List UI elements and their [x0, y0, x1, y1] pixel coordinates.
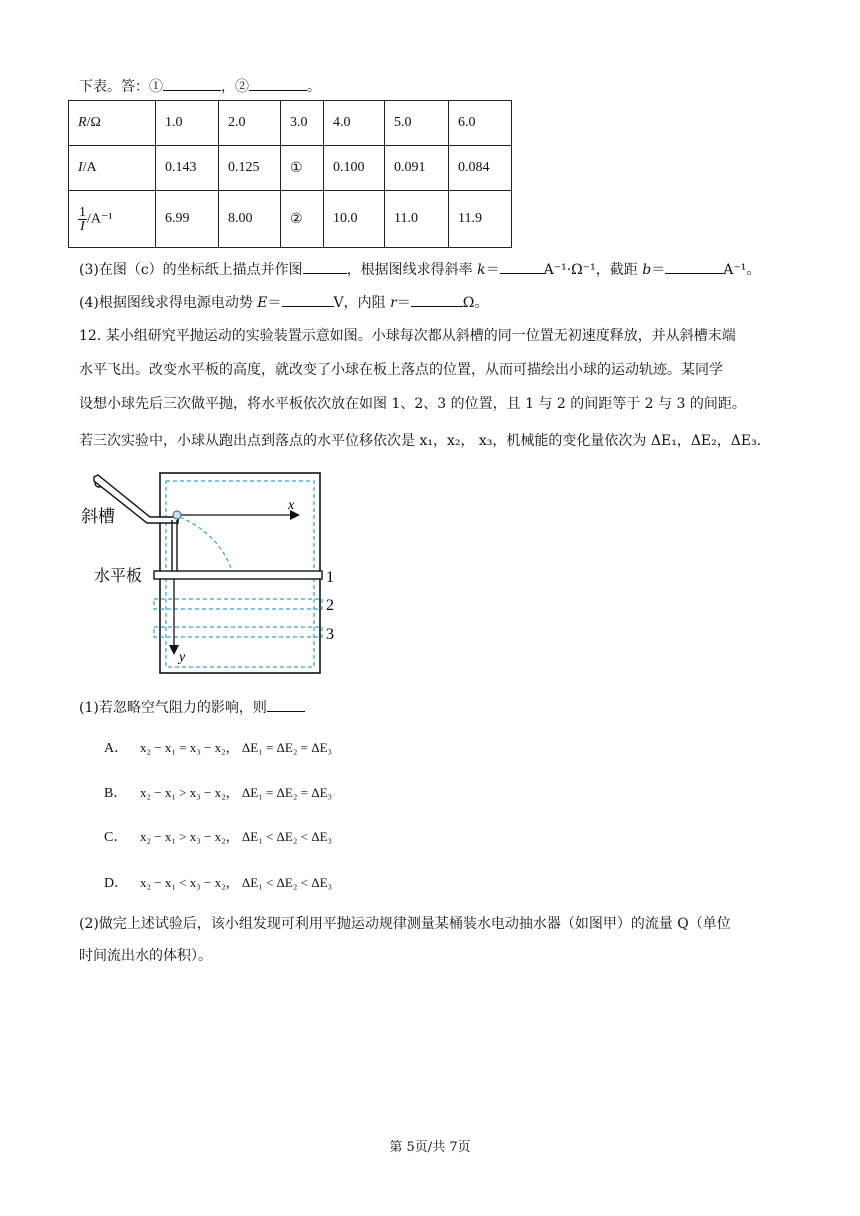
intro-line: 下表。答：① ，② 。	[79, 76, 321, 96]
option-c[interactable]: C． x₂ − x₁ > x₃ − x₂， ΔE₁ < ΔE₂ < ΔE₃	[104, 829, 333, 845]
table-cell: 4.0	[324, 101, 385, 146]
answer-blank-resistance[interactable]	[411, 292, 463, 307]
answer-blank-2[interactable]	[249, 76, 307, 91]
table-cell: 0.084	[449, 146, 512, 191]
table-row-i	[69, 146, 512, 191]
table-cell: 3.0	[281, 101, 324, 146]
horizontal-board-3	[154, 627, 322, 637]
sub-question-1: (1)若忽略空气阻力的影响，则	[79, 697, 305, 717]
horizontal-board-1	[154, 571, 322, 579]
answer-blank-slope[interactable]	[500, 259, 544, 274]
table-cell: 1.0	[156, 101, 219, 146]
data-table	[68, 100, 512, 248]
answer-blank-intercept[interactable]	[665, 259, 723, 274]
table-cell: ①	[281, 146, 324, 191]
question-12-line-2: 水平飞出。改变水平板的高度，就改变了小球在板上落点的位置，从而可描绘出小球的运动轨迹。某同学	[79, 362, 723, 378]
table-cell: 2.0	[219, 101, 281, 146]
label-position-2: 2	[326, 597, 334, 614]
table-cell: 0.143	[156, 146, 219, 191]
answer-blank-1[interactable]	[163, 76, 221, 91]
projectile-apparatus-figure	[80, 465, 340, 685]
question-12-line-4: 若三次实验中，小球从跑出点到落点的水平位移依次是 x₁，x₂， x₃，机械能的变化量依次为 ΔE₁，ΔE₂，ΔE₃.	[79, 433, 762, 449]
fraction: $\frac{1}{I}$	[79, 204, 86, 234]
row-label-r: R/Ω	[69, 101, 156, 146]
label-position-1: 1	[326, 569, 334, 586]
option-b[interactable]: B． x₂ − x₁ > x₃ − x₂， ΔE₁ = ΔE₂ = ΔE₃	[104, 785, 333, 801]
table-cell: 11.0	[385, 191, 449, 248]
table-cell: 6.0	[449, 101, 512, 146]
label-y: y	[179, 650, 186, 665]
question-12-line-1: 12. 某小组研究平抛运动的实验装置示意如图。小球每次都从斜槽的同一位置无初速度释放，并从斜槽末端	[79, 328, 736, 344]
table-cell: 5.0	[385, 101, 449, 146]
table-cell: 10.0	[324, 191, 385, 248]
trajectory	[180, 517, 232, 571]
label-position-3: 3	[326, 626, 334, 643]
row-label-inverse-i: $\frac{1}{I}$ /A⁻¹	[69, 191, 156, 248]
question-12-line-3: 设想小球先后三次做平抛，将水平板依次放在如图 1、2、3 的位置，且 1 与 2 的间距等于 2 与 3 的间距。	[79, 396, 746, 412]
answer-blank-choice[interactable]	[267, 697, 305, 712]
table-row-inverse-i	[69, 191, 512, 248]
table-cell: 8.00	[219, 191, 281, 248]
label-board: 水平板	[94, 566, 143, 585]
table-cell: 0.125	[219, 146, 281, 191]
ball	[173, 511, 181, 519]
answer-blank-emf[interactable]	[282, 292, 334, 307]
table-cell: ②	[281, 191, 324, 248]
sub-question-2-line-1: (2)做完上述试验后，该小组发现可利用平抛运动规律测量某桶装水电动抽水器（如图甲）的流量 Q（单位	[79, 916, 731, 932]
question-4: (4)根据图线求得电源电动势 E＝ V，内阻 r＝ Ω。	[79, 292, 488, 312]
horizontal-board-2	[154, 599, 322, 609]
label-chute: 斜槽	[81, 507, 115, 527]
table-cell: 6.99	[156, 191, 219, 248]
question-3: (3)在图（c）的坐标纸上描点并作图 ，根据图线求得斜率 k＝ A⁻¹·Ω⁻¹，截距 b＝ A⁻¹。	[79, 259, 760, 279]
y-axis-arrow	[169, 645, 179, 655]
row-label-i: I/A	[69, 146, 156, 191]
option-a[interactable]: A． x₂ − x₁ = x₃ − x₂， ΔE₁ = ΔE₂ = ΔE₃	[104, 740, 333, 756]
label-x: x	[288, 498, 295, 513]
page-footer: 第 5页/共 7页	[389, 1140, 471, 1155]
table-row-r	[69, 101, 512, 146]
table-cell: 0.091	[385, 146, 449, 191]
option-d[interactable]: D． x₂ − x₁ < x₃ − x₂， ΔE₁ < ΔE₂ < ΔE₃	[104, 875, 333, 891]
answer-blank-plot[interactable]	[303, 259, 347, 274]
table-cell: 11.9	[449, 191, 512, 248]
sub-question-2-line-2: 时间流出水的体积）。	[79, 948, 212, 964]
table-cell: 0.100	[324, 146, 385, 191]
